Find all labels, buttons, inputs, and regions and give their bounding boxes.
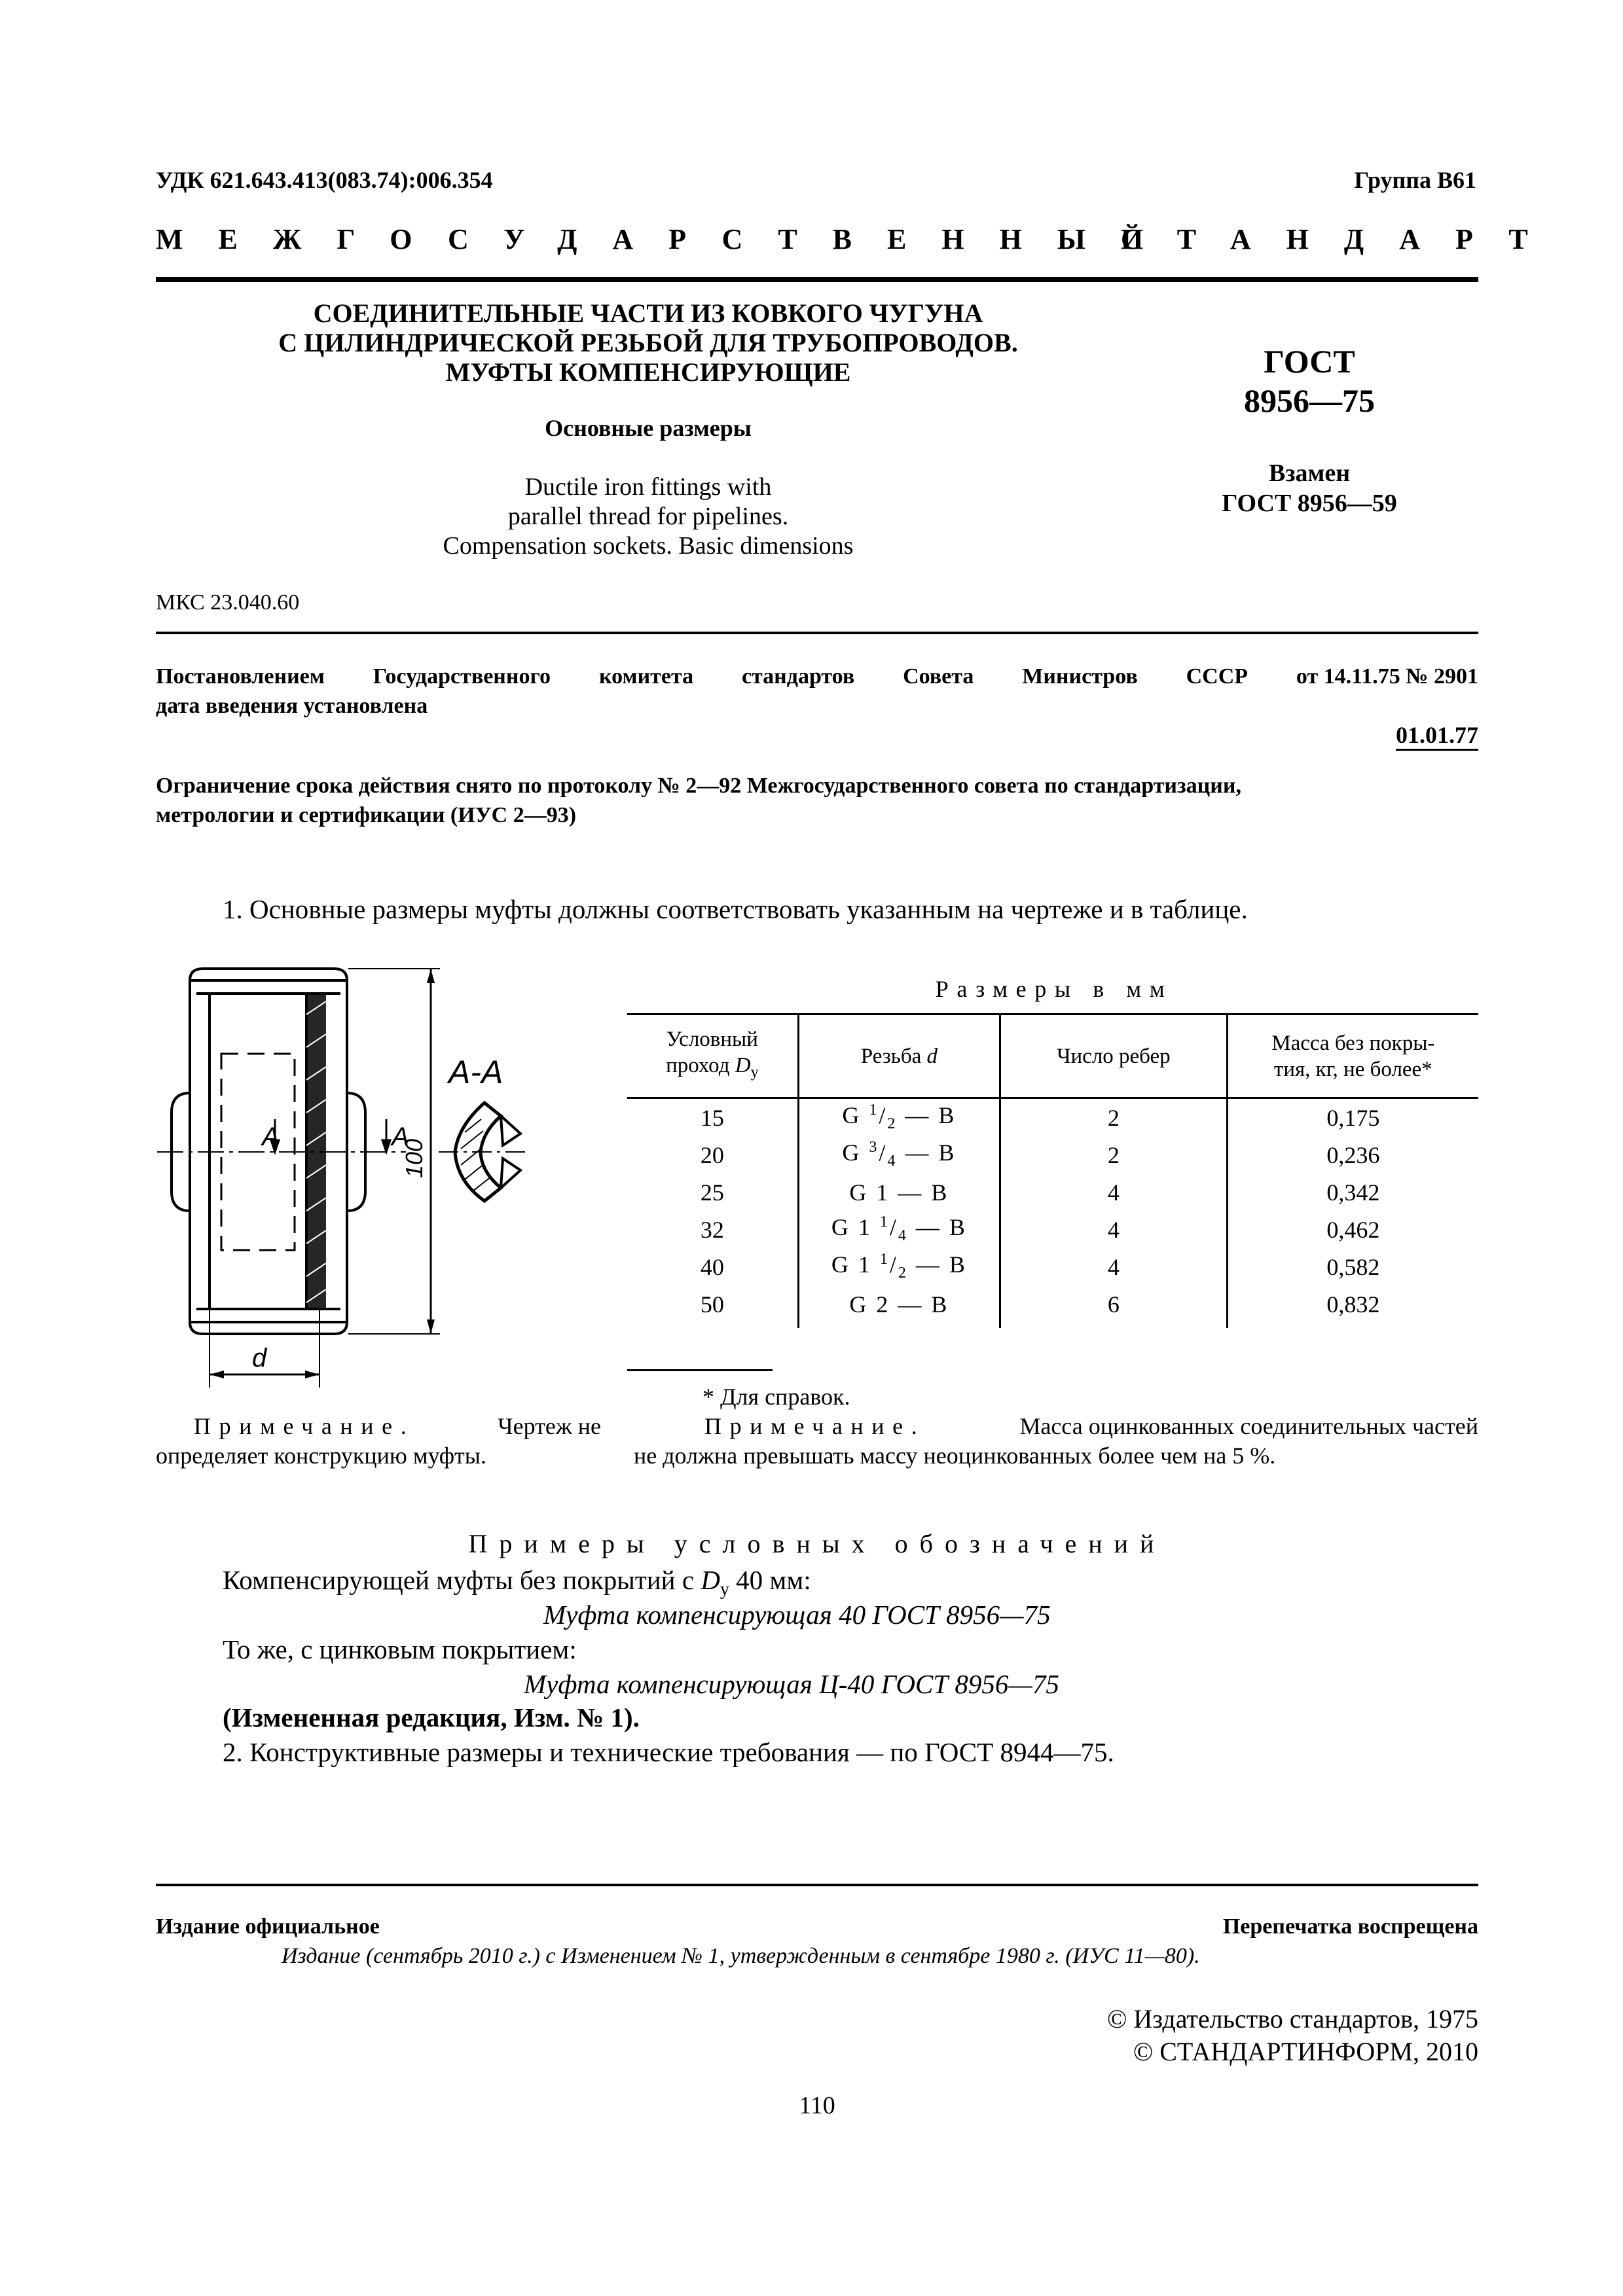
cell-thread: G 1 $^1/_4$ — B	[798, 1211, 1000, 1248]
dimensions-table	[627, 1013, 1478, 1328]
title-subtitle: Основные размеры	[545, 415, 752, 441]
page-number: 110	[799, 2092, 835, 2119]
limitation-note: Ограничение срока действия снято по протоколу № 2—92 Межгосударственного совета по стандартизации, метрологии и сертификации (ИУС 2—93)	[156, 774, 1241, 827]
table-row	[627, 1248, 1478, 1285]
cell-mass: 0,236	[1227, 1136, 1478, 1174]
footer-rule	[156, 1884, 1478, 1886]
footnote-rule	[627, 1369, 773, 1371]
thread-class: — B	[905, 1102, 957, 1129]
thread-whole: 1	[858, 1251, 872, 1278]
title-ru: СОЕДИНИТЕЛЬНЫЕ ЧАСТИ ИЗ КОВКОГО ЧУГУНА С ЦИЛИНДРИЧЕСКОЙ РЕЗЬБОЙ ДЛЯ ТРУБОПРОВОДОВ. МУФТЫ КОМПЕНСИРУЮЩИЕ	[278, 298, 1018, 387]
thread-letter: G	[842, 1102, 862, 1129]
cell-rib-count: 4	[1000, 1211, 1227, 1248]
fitting-drawing	[144, 956, 550, 1401]
examples-heading: Примеры условных обозначений	[468, 1529, 1166, 1558]
cell-thread: G $^3/_4$ — B	[798, 1136, 1000, 1174]
cell-nominal-bore: 20	[700, 1141, 724, 1168]
example1-designation: Муфта компенсирующая 40 ГОСТ 8956—75	[543, 1600, 1051, 1630]
decree-line2: дата введения установлена	[156, 694, 428, 718]
table-row	[627, 1136, 1478, 1174]
thread-frac-den: 2	[887, 1115, 898, 1133]
standard-type-right: СТАНДАРТ	[1121, 223, 1563, 255]
drawing-note: Примечание. Чертеж не определяет конструкцию муфты.	[156, 1413, 601, 1469]
section-arrow-label-left: A	[262, 1122, 280, 1151]
section-arrow-label-right: A	[392, 1122, 409, 1151]
cell-nominal-bore: 40	[700, 1253, 724, 1280]
amendment-note: (Измененная редакция, Изм. № 1).	[223, 1702, 640, 1732]
gost-number: ГОСТ 8956—75	[1244, 343, 1375, 419]
mks-code: МКС 23.040.60	[156, 590, 300, 615]
thread-class: — B	[898, 1291, 949, 1318]
col-mass: Масса без покры- тия, кг, не более*	[1227, 1014, 1478, 1098]
replaces-gost: Взамен ГОСТ 8956—59	[1222, 459, 1397, 517]
clause-2: 2. Конструктивные размеры и технические требования — по ГОСТ 8944—75.	[223, 1737, 1114, 1767]
table-row	[627, 1174, 1478, 1211]
thread-frac-den: 4	[887, 1153, 898, 1170]
cell-nominal-bore: 50	[700, 1291, 724, 1318]
cell-rib-count: 4	[1000, 1174, 1227, 1211]
thread-frac-num: 1	[879, 1213, 890, 1231]
official-edition: Издание официальное	[156, 1914, 380, 1939]
cell-rib-count: 2	[1000, 1136, 1227, 1174]
thread-class: — B	[905, 1139, 957, 1166]
example2-intro: То же, с цинковым покрытием:	[223, 1634, 577, 1664]
thread-letter: G	[849, 1179, 869, 1206]
thread-class: — B	[898, 1179, 949, 1206]
standard-type-left: МЕЖГОСУДАРСТВЕННЫЙ	[156, 223, 1179, 255]
thread-frac-num: 3	[869, 1139, 879, 1157]
cell-mass: 0,582	[1227, 1248, 1478, 1285]
thread-whole: 2	[876, 1291, 890, 1318]
thread-frac-den: 4	[898, 1227, 908, 1245]
dimension-d: d	[252, 1344, 267, 1372]
cell-rib-count: 6	[1000, 1285, 1227, 1328]
example2-designation: Муфта компенсирующая Ц-40 ГОСТ 8956—75	[524, 1669, 1059, 1699]
mass-note: Примечание. Масса оцинкованных соединительных частей не должна превышать массу неоцинкованных более чем на 5 %.	[634, 1413, 1478, 1469]
cell-mass: 0,342	[1227, 1174, 1478, 1211]
cell-thread: G 1 $^1/_2$ — B	[798, 1248, 1000, 1285]
example1-intro: Компенсирующей муфты без покрытий с $D_у$ 40 мм:	[223, 1565, 811, 1600]
thread-letter: G	[831, 1251, 850, 1278]
thread-whole: 1	[876, 1179, 890, 1206]
clause-1: 1. Основные размеры муфты должны соответствовать указанным на чертеже и в таблице.	[223, 894, 1248, 924]
cell-nominal-bore: 15	[700, 1104, 724, 1131]
decree-line1: Постановлением Государственного комитета стандартов Совета Министров СССР от 14.11.75 № 2901	[156, 664, 1478, 689]
thread-class: — B	[915, 1214, 967, 1241]
cell-mass: 0,462	[1227, 1211, 1478, 1248]
section-label: A-A	[448, 1054, 503, 1090]
col-thread: Резьба d	[798, 1014, 1000, 1098]
thread-frac-num: 1	[869, 1102, 879, 1119]
cell-nominal-bore: 32	[700, 1216, 724, 1243]
thread-letter: G	[842, 1139, 862, 1166]
table-row	[627, 1285, 1478, 1328]
cell-rib-count: 4	[1000, 1248, 1227, 1285]
table-body	[627, 1098, 1478, 1329]
thread-letter: G	[831, 1214, 850, 1241]
col-nominal-bore: Условный проход $D_у$	[627, 1014, 798, 1098]
table-header-row	[627, 1014, 1478, 1098]
copyright: © Издательство стандартов, 1975 © СТАНДАРТИНФОРМ, 2010	[1106, 2004, 1478, 2066]
cell-rib-count: 2	[1000, 1098, 1227, 1137]
cell-thread: G $^1/_2$ — B	[798, 1098, 1000, 1137]
cell-thread	[798, 1174, 1000, 1211]
table-row	[627, 1211, 1478, 1248]
cell-mass: 0,832	[1227, 1285, 1478, 1328]
dimension-length: 100	[401, 1138, 428, 1178]
table-row	[627, 1098, 1478, 1137]
thread-letter: G	[849, 1291, 869, 1318]
thread-class: — B	[915, 1251, 967, 1278]
col-rib-count: Число ребер	[1000, 1014, 1227, 1098]
intro-date: 01.01.77	[1244, 721, 1478, 749]
cell-nominal-bore: 25	[700, 1179, 724, 1206]
cell-thread	[798, 1285, 1000, 1328]
table-caption: Размеры в мм	[935, 976, 1173, 1002]
edition-note: Издание (сентябрь 2010 г.) с Изменением № 1, утвержденным в сентябре 1980 г. (ИУС 11—80).	[282, 1944, 1200, 1968]
thread-frac-num: 1	[879, 1251, 890, 1268]
cell-mass: 0,175	[1227, 1098, 1478, 1137]
thread-whole: 1	[858, 1214, 872, 1241]
header-rule	[156, 277, 1478, 282]
table-footnote: * Для справок.	[702, 1384, 850, 1410]
title-rule	[156, 632, 1478, 634]
udk-code: УДК 621.643.413(083.74):006.354	[156, 167, 493, 193]
group-code: Группа В61	[1354, 167, 1476, 193]
title-en: Ductile iron fittings with parallel thread for pipelines. Compensation sockets. Basic dimensions	[443, 473, 854, 560]
thread-frac-den: 2	[898, 1265, 908, 1282]
no-reprint: Перепечатка воспрещена	[1222, 1914, 1478, 1939]
